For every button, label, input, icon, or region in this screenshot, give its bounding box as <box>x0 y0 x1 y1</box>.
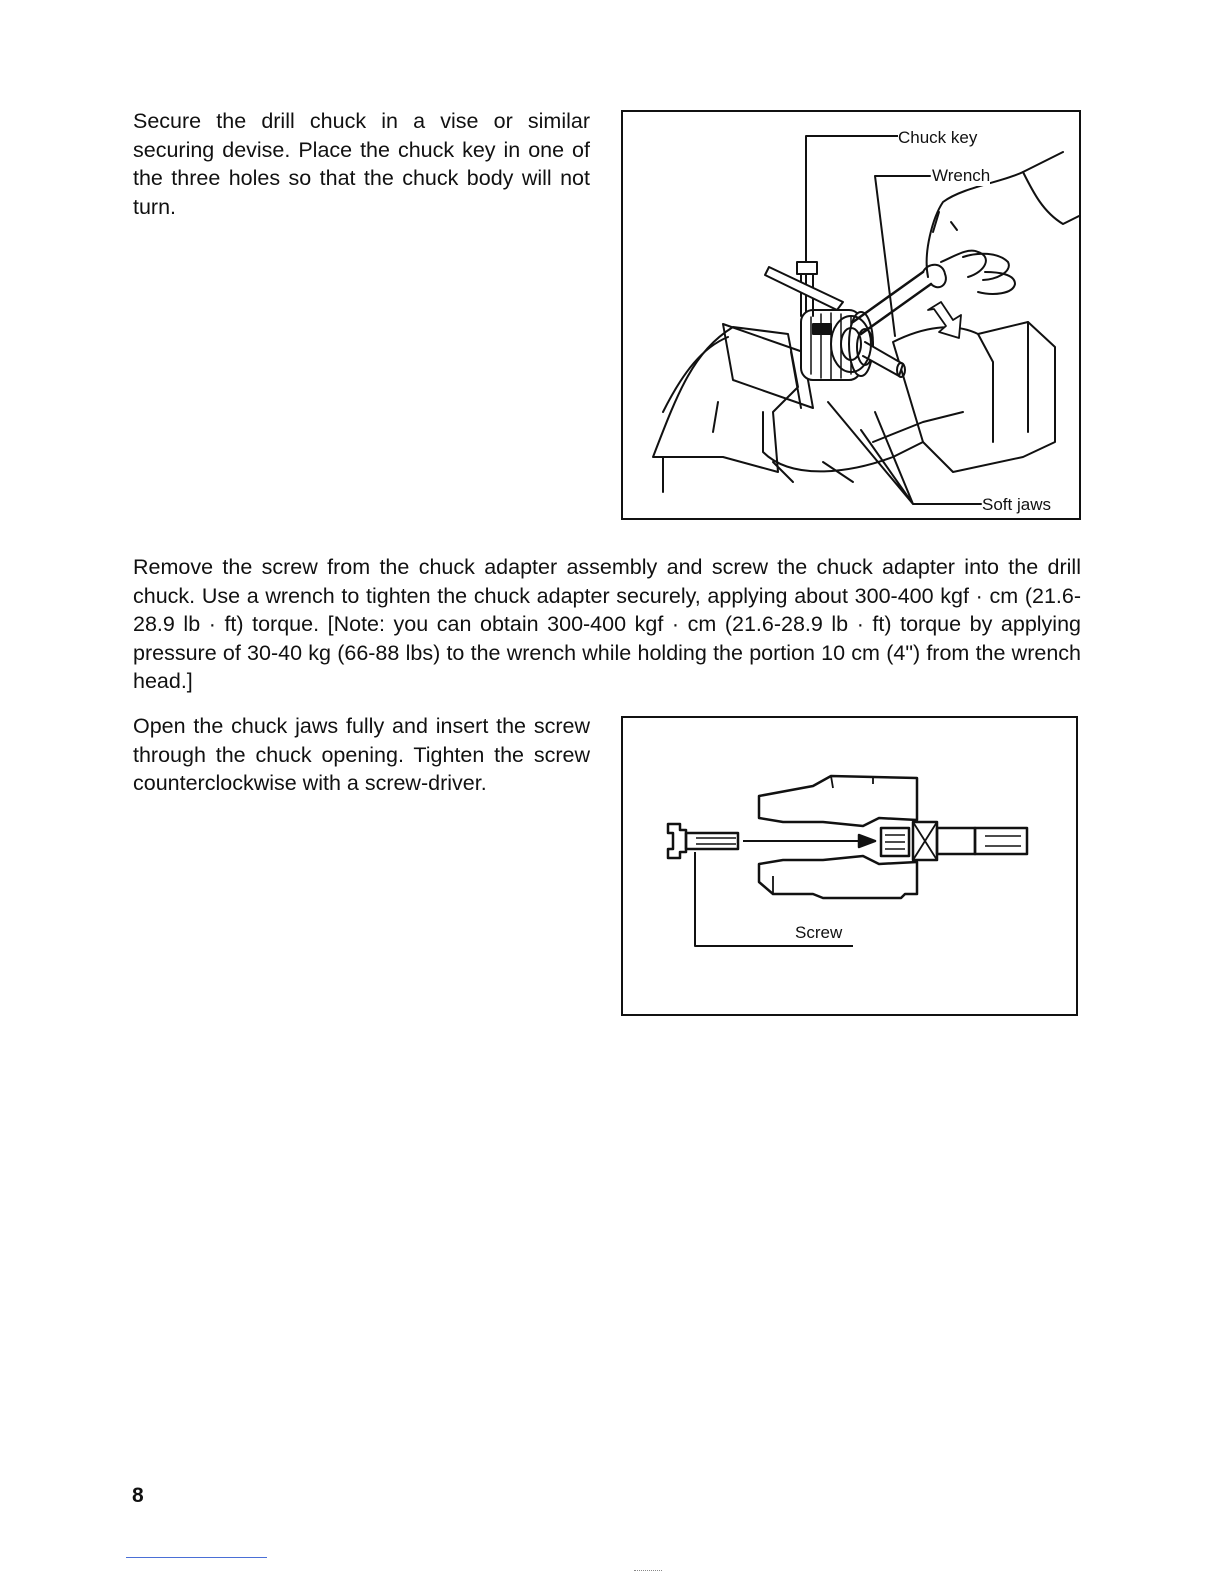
scan-artifact <box>634 1570 662 1573</box>
page-number: 8 <box>132 1484 144 1507</box>
adapter-shaft <box>975 828 1027 854</box>
footer-rule <box>126 1557 267 1558</box>
label-soft-jaws: Soft jaws <box>982 495 1051 514</box>
figure-screw-insertion <box>621 716 1078 1016</box>
wrench-leader <box>875 176 930 336</box>
figure-chuck-in-vise <box>621 110 1081 520</box>
label-screw: Screw <box>795 923 843 942</box>
rotation-arrow <box>928 302 961 338</box>
soft-jaws-leader <box>828 402 981 504</box>
chuck-body-lower <box>759 856 917 898</box>
screw-insertion-diagram <box>623 718 1076 1014</box>
label-wrench: Wrench <box>932 166 991 185</box>
paragraph-remove-screw: Remove the screw from the chuck adapter assembly and screw the chuck adapter into the drill chuck. Use a wrench to tighten the chuck adapter securely, applying about 300-400 kgf · cm (21.6-28.9 lb · ft) torque. [Note: you can obtain 300-400 kgf · cm (21.6-28.9 lb · ft) torque by applying pressure of 30-40 kg (66-88 lbs) to the wrench while holding the portion 10 cm (4") from the wrench head.] <box>133 555 1081 693</box>
vise-left-block <box>653 327 798 472</box>
paragraph-open-jaws: Open the chuck jaws fully and insert the screw through the chuck opening. Tighten the screw counterclockwise with a screw-driver. <box>133 714 590 795</box>
screw-head <box>668 824 686 858</box>
paragraph-secure-chuck: Secure the drill chuck in a vise or similar securing devise. Place the chuck key in one of the three holes so that the chuck body will not turn. <box>133 109 590 219</box>
chuck-vise-illustration <box>623 112 1079 518</box>
chuck-body-upper <box>759 776 917 826</box>
screw-shank <box>686 833 738 849</box>
vise-right-block <box>893 322 1055 472</box>
label-chuck-key: Chuck key <box>898 128 978 147</box>
